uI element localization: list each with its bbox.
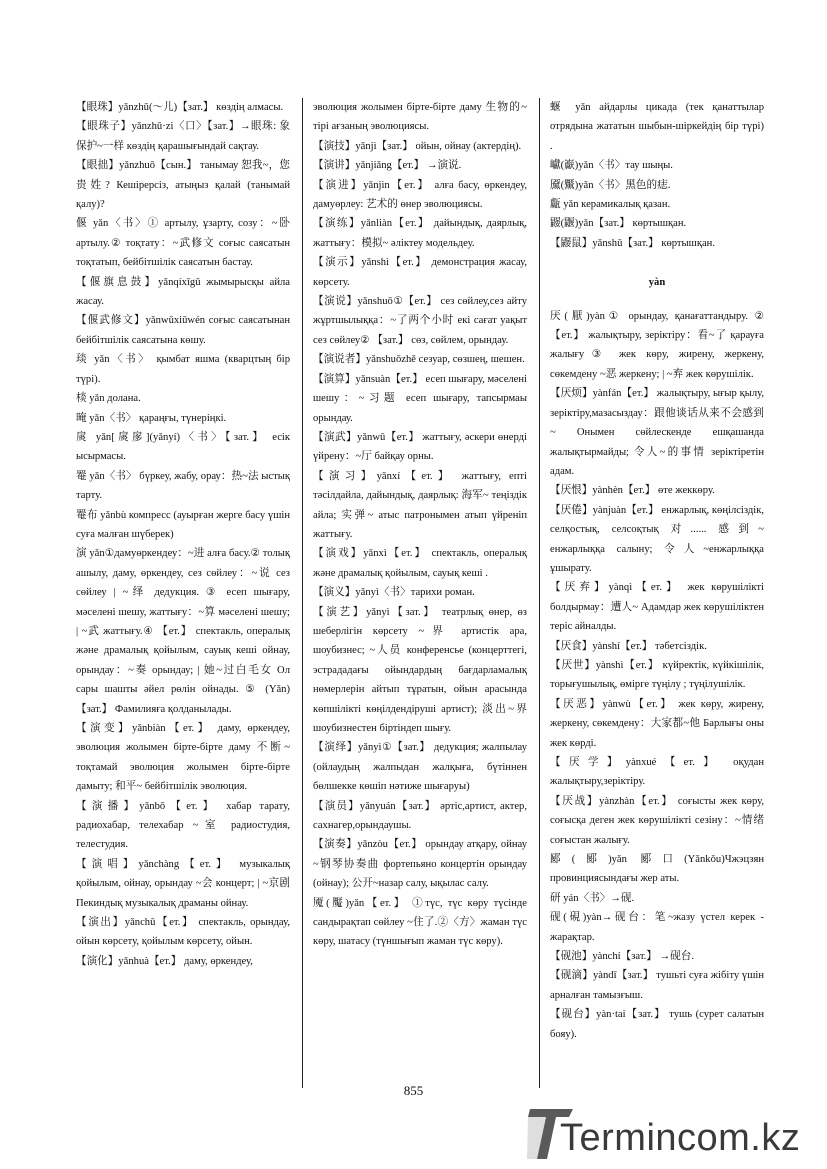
section-heading: yàn: [648, 277, 666, 289]
dictionary-entry: 【砚滴】yàndī【зат.】 тушьті суға жібіту үшін арналған тамызғыш.: [550, 970, 764, 1001]
dictionary-entry: 演 yǎn①дамуөркендеу：~进 алға басу.② толық ашылу, даму, өркендеу, сез сөйлеу：~说 сез сөйлеу | ~绎 дедукция. ③ есеп шығару, мәселені шешу, жаттығу：~算 мәселені шешу; | ~武 жаттығу.④ 【ет.】 спектакль, опералық және драмалық қойылым, сауық кеші ойнау, орындау：~奏 орындау; | 她~过白毛女 Ол сары шашты әйел рөлін ойнады. ⑤ (Yǎn) 【зат.】 Фамилияға қолданылады.: [76, 548, 290, 715]
dictionary-entry: 魇(魘)yǎn【ет.】 ①түс, түс көру түсінде сандырақтап сөйлеу ~住了.②〈方〉жаман түс көру, шатасу (түншығып жаман түс көру).: [313, 897, 527, 948]
dictionary-entry: 【演奏】yǎnzòu【ет.】 орындау атқару, ойнау ~钢琴协奏曲 фортепьяно концертін орындау (ойнау); 公开~назар салу, ықылас салу.: [313, 839, 527, 890]
dictionary-entry: 【演出】yǎnchū【ет.】 спектакль, орындау, ойын көрсету, қойылым көрсету, ойын.: [76, 917, 290, 948]
dictionary-entry: 【演播】yǎnbō【ет.】 хабар тарату, радиохабар, телехабар ~室 радиостудия, телестудия.: [76, 800, 290, 851]
watermark-text: Termincom.kz: [560, 1117, 801, 1159]
dictionary-entry: 【演戏】yǎnxì【ет.】 спектакль, опералық және драмалық қойылым, сауық кеші .: [313, 548, 527, 579]
dictionary-entry: 厌(厭)yàn① орындау, қанағаттандыру. ②【ет.】 жалықтыру, зеріктіру：看~了 қарауға жалығу③ жек көру, жирену, жеркену, сөкемдену ~恶 жеркену; | ~弃 жек көрушілік.: [550, 310, 764, 380]
dictionary-entry: 【演练】yǎnliàn【ет.】 дайындық, даярлық, жаттығу：模拟~ әліктеу модельдеу.: [313, 218, 527, 249]
dictionary-entry: 【厌弃】yànqì【ет.】 жек көрушілікті болдырмау：遭人~ Адамдар жек көрушіліктен теріс айналды.: [550, 582, 764, 633]
dictionary-entry: 【厌倦】yànjuàn【ет.】 енжарлық, көңілсіздік, селқостық, селсоқтық 对...... 感到~ енжарлыққа салыну; 令人~енжарлыққа ұшырату.: [550, 504, 764, 574]
dictionary-entry: 【厌食】yànshí【ет.】 тәбетсіздік.: [550, 640, 707, 652]
dictionary-entry: 研 yán〈书〉→砚.: [550, 892, 635, 904]
dictionary-entry: 【厌世】yànshì【ет.】 күйректік, күйкішілік, торығушылық, өмірге түңілу ; түңілушілік.: [550, 659, 764, 691]
dictionary-entry: 鼹(鼴)yǎn【зат.】 көртышқан.: [550, 218, 687, 230]
dictionary-entry: 【演技】yǎnjì【зат.】 ойын, ойнау (актердің).: [313, 140, 522, 152]
dictionary-entry: 【演化】yǎnhuà【ет.】 даму, өркендеу,: [76, 955, 253, 967]
dictionary-entry: 【演说者】yǎnshuōzhě сезуар, сөзшең, шешен.: [313, 354, 525, 366]
column-divider-right: [539, 98, 540, 1088]
dictionary-entry: 蝘 yǎn айдарлы цикада (тек қанаттылар отрядына жататын шыбын-шіркейдің бір түрі) .: [550, 102, 764, 152]
page-number: 855: [403, 1083, 424, 1098]
dictionary-entry: эволюция жолымен бірте-бірте даму 生物的~ тірі ағзаның эволюциясы.: [313, 102, 527, 133]
dictionary-entry: 【演说】yǎnshuō①【ет.】 сез сөйлеу,сез айту жұртшылыққа：~了两个小时 екі сағат уақыт сез сөйлеу② 【зат.】 сөз, сөйлем, орындау.: [313, 296, 527, 346]
column-divider-left: [302, 98, 303, 1088]
dictionary-entry: 甗 yǎn керамикалық қазан.: [550, 199, 671, 211]
dictionary-entry: 郾(郾)yǎn 郾口(Yǎnkǒu)Чжэцзян провинциясындағы жер аты.: [550, 854, 764, 885]
dictionary-entry: 【眼拙】yǎnzhuō【сын.】 танымау 恕我~，您贵姓? Кешірерсіз, атыңыз қалай (танымай қалу)?: [76, 160, 290, 211]
dictionary-entry: 【厌恨】yànhèn【ет.】 өте жеккөру.: [550, 485, 715, 497]
dictionary-entry: 扊 yǎn[扊扅](yǎnyí)〈书〉【зат.】 есік ысырмасы.: [76, 431, 290, 463]
dictionary-entry: 【演绎】yǎnyì①【зат.】 дедукция; жалпылау (ойлаудың жалпыдан жалқыға, бүтіннен бөлшекке көшіп нәтиже шығаруы): [313, 742, 527, 793]
dictionary-entry: 【演变】yǎnbiàn【ет.】 даму, өркендеу, эволюция жолымен бірте-бірте даму 不断~ тоқтамай эволюция жолымен бірте-бірте дамыту; 和平~ бейбітшілік эволюция.: [76, 723, 290, 793]
dictionary-entry: 【偃旗息鼓】yǎnqíxīgǔ жымырысқы айла жасау.: [76, 276, 290, 308]
dictionary-entry: 【演示】yǎnshì【ет.】 демонстрация жасау, көрсету.: [313, 257, 527, 288]
dictionary-entry: 黡(黶)yǎn〈书〉黑色的痣.: [550, 179, 671, 191]
dictionary-entry: 【演艺】yǎnyì【зат.】 театрлық өнер, өз шеберлігін көрсету ~界 артистік ара, шоубизнес; ~人员 конференсье (концерттегі, эстрададағы ойындардың бағдарламалық нөмерлерін айтып тұратын, ойын арасында көпшілікті көңілдендіруші артист); 淡出~界 шоубизнестен біртіндеп шығу.: [313, 606, 527, 734]
dictionary-entry: 【演讲】yǎnjiǎng【ет.】 →演说.: [313, 160, 462, 172]
dictionary-column-1: [76, 98, 290, 971]
dictionary-entry: 【演员】yǎnyuán【зат.】 әртіс,артист, актер, сахнагер,орындаушы.: [313, 800, 527, 832]
dictionary-entry: 【鼹鼠】yǎnshǔ【зат.】 көртышқан.: [550, 237, 715, 249]
dictionary-entry: 【演义】yǎnyì〈书〉тарихи роман.: [313, 587, 475, 599]
dictionary-column-3: [550, 98, 764, 1044]
dictionary-entry: 砚(硯)yàn→砚台：笔~жазу үстел керек - жарақтар.: [550, 912, 764, 943]
dictionary-column-2: [313, 98, 527, 952]
dictionary-entry: 棪 yǎn долана.: [76, 393, 141, 405]
dictionary-entry: 琰 yǎn〈书〉 қымбат яшма (кварцтың бір түрі).: [76, 354, 290, 385]
dictionary-entry: 【厌战】yànzhàn【ет.】 соғысты жек көру, соғысқа деген жек көрушілікті сезіну：~情绪 соғыстан жалығу.: [550, 795, 764, 846]
dictionary-entry: 【演武】yǎnwǔ【ет.】 жаттығу, әскери өнерді үйрену：~厅 байқау орны.: [313, 431, 527, 463]
dictionary-entry: 晻 yǎn〈书〉 қараңғы, түнеріңкі.: [76, 412, 227, 424]
dictionary-entry: 【厌烦】yànfán【ет.】 жалықтыру, ығыр қылу, зеріктіру,мазасыздау：跟他谈话从来不会感到~ Онымен сөйлескенде ешқашанда жалықтырмайды; 令人~的事情 зеріктіретін адам.: [550, 388, 764, 477]
dictionary-entry: 巘(巚)yǎn〈书〉тау шыңы.: [550, 160, 673, 172]
dictionary-entry: 【偃武修文】yǎnwǔxiūwén соғыс саясатынан бейбітшілік саясатына көшу.: [76, 315, 290, 346]
dictionary-entry: 【砚池】yànchí【зат.】 →砚台.: [550, 951, 694, 963]
dictionary-entry: 罨布 yǎnbù компресс (ауырған жерге басу үшін суға малған шүберек): [76, 509, 290, 540]
dictionary-entry: 【演进】yǎnjìn【ет.】 алға басу, өркендеу, дамуөрлеу: 艺术的 өнер эволюциясы.: [313, 179, 527, 211]
dictionary-entry: 【厌学】yànxué【ет.】 оқудан жалықтыру,зеріктіру.: [550, 757, 764, 788]
dictionary-entry: 偃 yǎn〈书〉① артылу, ұзарту, созу：~卧 артылу.② тоқтату：~武修文 соғыс саясатын тоқтатып, бейбітшілік саясатын бастау.: [76, 218, 290, 269]
dictionary-entry: 【厌恶】yànwù【ет.】 жек көру, жирену, жеркену, сөкемдену：大家都~他 Барлығы оны жек көрді.: [550, 698, 764, 749]
dictionary-entry: 【演唱】yǎnchàng【ет.】 музыкалық қойылым, ойнау, орындау ~会 концерт; | ~京剧 Пекиндық музыкалық драманы ойнау.: [76, 858, 290, 909]
dictionary-entry: 【演算】yǎnsuàn【ет.】 есеп шығару, мәселені шешу：~习题 есеп шығару, тапсырмаы орындау.: [313, 373, 527, 424]
dictionary-entry: 【砚台】yàn·tai【зат.】 тушь (сурет салатын бояу).: [550, 1009, 764, 1040]
dictionary-entry: 【眼珠子】yǎnzhū·zi〈口〉【зат.】→眼珠: 象保护~一样 көздің қарашығындай сақтау.: [76, 121, 290, 152]
dictionary-entry: 【演习】yǎnxí【ет.】 жаттығу, епті тәсілдайла, дайындық, даярлық: 海军~ теңіздік айла; 实弹~ атыс патронымен атып үйреніп жаттығу.: [313, 470, 527, 540]
dictionary-entry: 【眼珠】yǎnzhū(～儿)【зат.】 көздің алмасы.: [76, 102, 284, 113]
dictionary-entry: 罨 yǎn〈书〉 бүркеу, жабу, орау：热~法 ыстық тарту.: [76, 470, 290, 502]
